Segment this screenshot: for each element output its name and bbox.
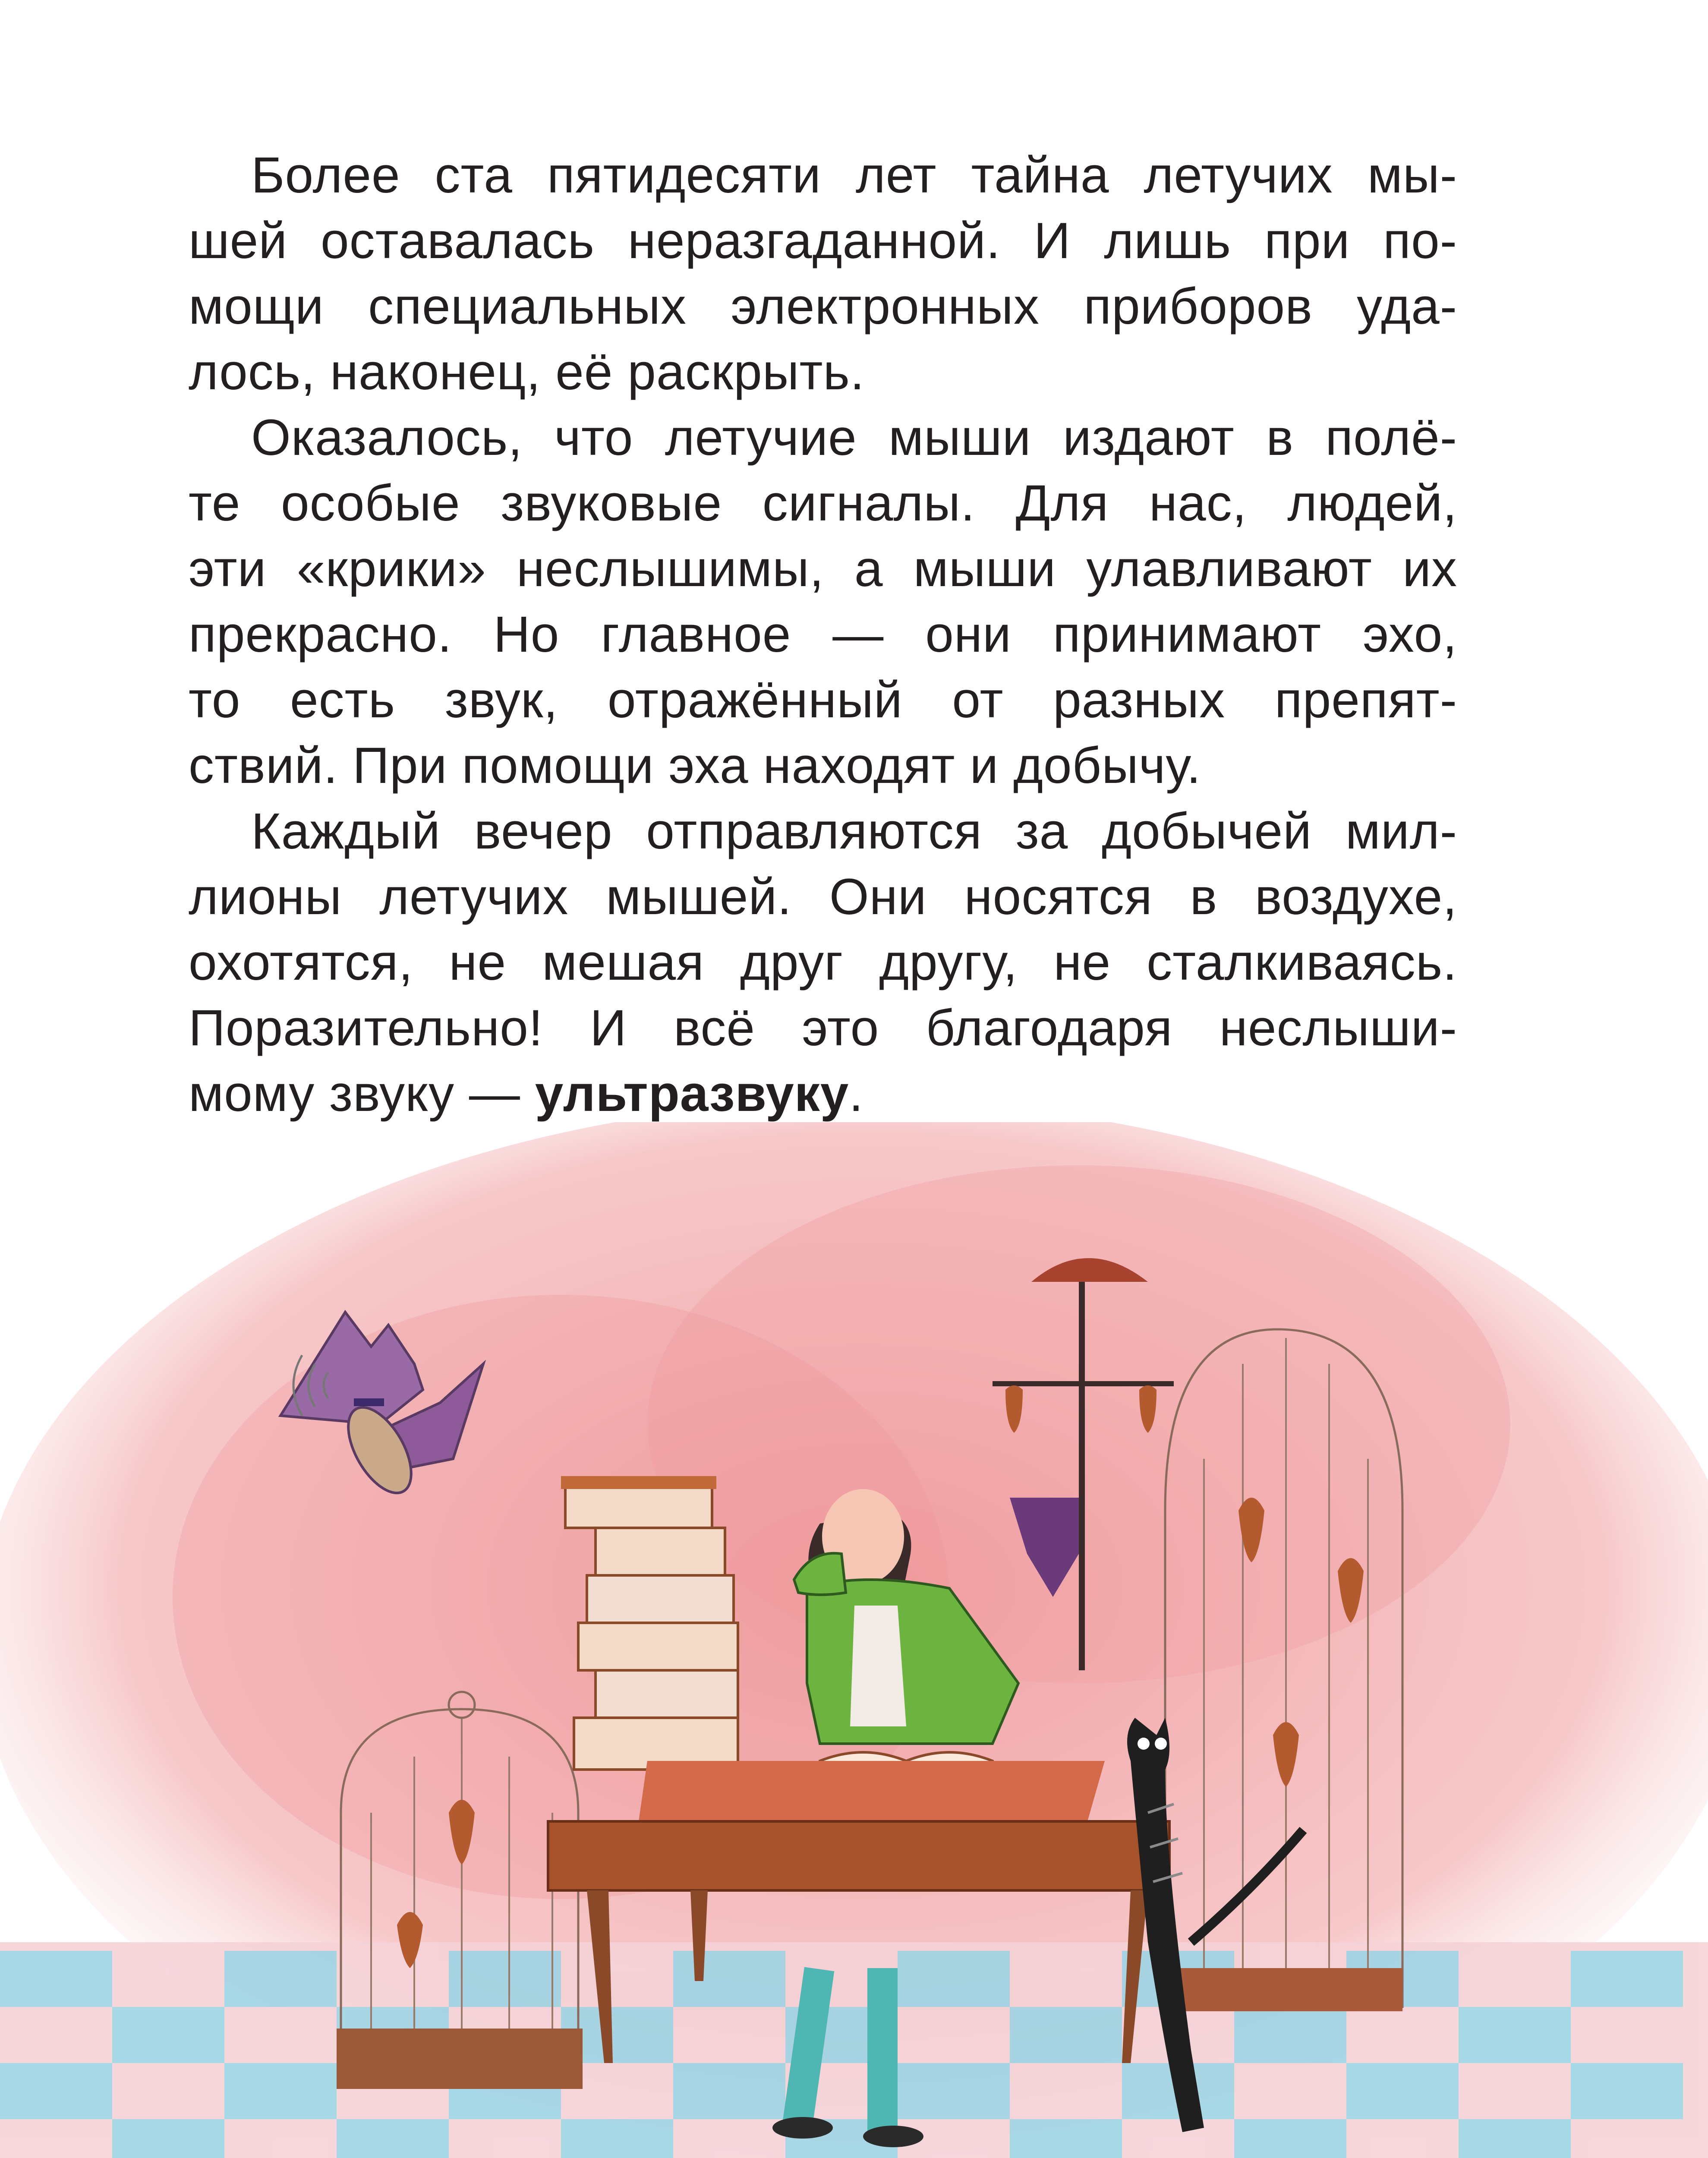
text-fragment: . (849, 1065, 864, 1122)
checkered-floor (0, 1942, 1708, 2158)
text-line: лось, наконец, её раскрыть. (189, 344, 865, 401)
text-line: Поразительно! И всё это благодаря неслыши- (189, 1000, 1457, 1057)
paragraph-3 (189, 798, 1457, 1126)
book-stack (561, 1476, 738, 1770)
illustration-svg (0, 1122, 1708, 2158)
text-line: эти «крики» неслышимы, а мыши улавливают их (189, 540, 1457, 597)
text-line-last (189, 1061, 1457, 1126)
highlighted-term: ультразвуку (535, 1065, 849, 1122)
text-block (189, 142, 1457, 1126)
text-line: Более ста пятидесяти лет тайна летучих мы- (251, 147, 1457, 204)
text-line: Каждый вечер отправляются за добычей мил- (251, 803, 1457, 860)
text-line: Оказалось, что летучие мыши издают в полё- (251, 409, 1457, 466)
paragraph-1 (189, 142, 1457, 405)
paragraph-2 (189, 405, 1457, 798)
text-line: охотятся, не мешая друг другу, не сталкиваясь. (189, 934, 1457, 991)
text-line: лионы летучих мышей. Они носятся в воздухе, (189, 868, 1457, 925)
text-line: прекрасно. Но главное — они принимают эхо, (189, 606, 1457, 663)
text-line: те особые звуковые сигналы. Для нас, людей, (189, 475, 1457, 532)
text-line: то есть звук, отражённый от разных препят- (189, 672, 1457, 729)
text-fragment: мому звуку — (189, 1065, 535, 1122)
text-line: ствий. При помощи эха находят и добычу. (189, 737, 1201, 794)
illustration (0, 1122, 1708, 2158)
text-line: мощи специальных электронных приборов уда- (189, 278, 1457, 335)
text-line: шей оставалась неразгаданной. И лишь при по- (189, 212, 1457, 269)
